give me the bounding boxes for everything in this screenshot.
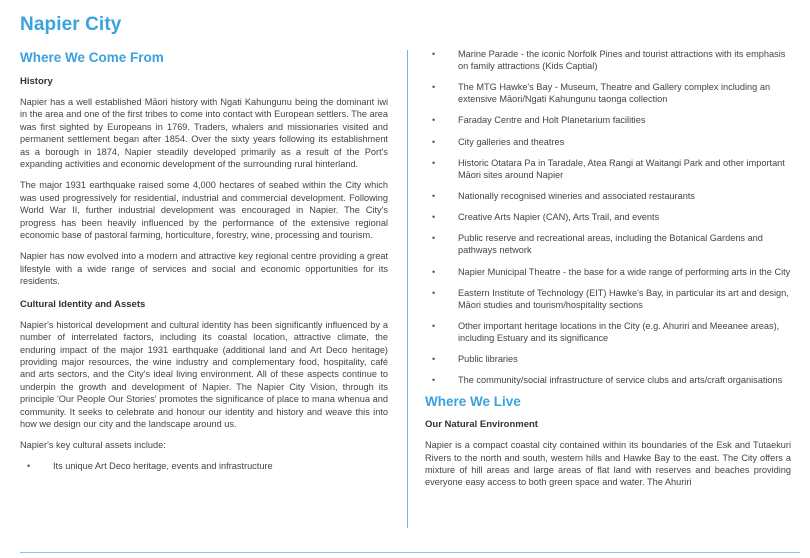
list-item-text: Marine Parade - the iconic Norfolk Pines and tourist attractions with its emphasis on family attractions (Kids Captial) xyxy=(458,49,786,71)
list-item xyxy=(20,460,388,472)
history-paragraph: Napier has a well established Māori history with Ngati Kahungunu being the dominant iwi in the area and one of the first tribes to come into contact with European settlers. The area was first sighted by Europeans in 1769. Traders, whalers and missionaries visited and permanent settlement began after 1854. Over the sixty years following its establishment as a borough in 1874, Napier steadily developed primarily as a result of the Port's expanding activities and economic development of the surrounding rural hinterland. xyxy=(20,97,388,170)
column-divider xyxy=(407,50,408,528)
right-bullet-list xyxy=(425,48,791,386)
bullet-icon: • xyxy=(432,287,436,298)
list-item-text: Public reserve and recreational areas, including the Botanical Gardens and pathways network xyxy=(458,233,763,256)
list-item xyxy=(425,190,791,202)
list-item-text: City galleries and theatres xyxy=(458,136,565,147)
list-item xyxy=(425,48,791,72)
list-item-text: Its unique Art Deco heritage, events and infrastructure xyxy=(53,460,273,471)
list-item xyxy=(425,114,791,126)
bullet-icon: • xyxy=(27,460,31,471)
subheading-history: History xyxy=(20,76,53,87)
list-item-text: Other important heritage locations in the City (e.g. Ahuriri and Meeanee areas), including Estuary and its significance xyxy=(458,320,780,343)
bullet-icon: • xyxy=(432,320,436,331)
list-item xyxy=(425,81,791,105)
list-item-text: The MTG Hawke's Bay - Museum, Theatre and Gallery complex including an extensive Māori/Ngati Kahungunu taonga collection xyxy=(458,82,771,105)
list-item xyxy=(425,211,791,223)
left-bullet-list xyxy=(20,460,388,472)
subheading-natural-environment: Our Natural Environment xyxy=(425,419,538,431)
footer-rule xyxy=(20,552,800,553)
list-item-text: Creative Arts Napier (CAN), Arts Trail, and events xyxy=(458,212,660,223)
list-item xyxy=(425,157,791,181)
bullet-icon: • xyxy=(432,375,436,386)
culture-paragraph: Napier's historical development and cultural identity has been significantly influenced by a number of interrelated factors, including its coastal location, attractive climate, the enduring impact of the major 1931 earthquake (additional land and Art Deco heritage) providing major resources, the wine industry and complementary food, hospitality, café and arts sectors, and the City's ideal living environment. All of these aspects continue to underpin the growth and development of Napier. The Napier City Vision, through its principle 'Our People Our Stories' promotes the significance of place to mana whenua and community. It seeks to celebrate and honour our identity and history and weave this into how we design our city and the landscape around us. xyxy=(20,319,388,429)
history-paragraph: The major 1931 earthquake raised some 4,000 hectares of seabed within the City which was used progressively for residential, industrial and commercial development. Following World War II, further industrial development was encouraged in Napier. The City's progress has been heavily influenced by the performance of the extensive regional economic base of pastoral farming, horticulture, forestry, wine, processing and tourism. xyxy=(20,180,388,241)
list-item-text: Napier Municipal Theatre - the base for a wide range of performing arts in the City xyxy=(458,266,791,277)
left-column xyxy=(20,50,388,481)
bullet-icon: • xyxy=(432,190,436,201)
section-heading-where-we-live: Where We Live xyxy=(425,394,521,410)
list-item xyxy=(425,136,791,148)
list-item xyxy=(425,320,791,344)
bullet-icon: • xyxy=(432,354,436,365)
natural-environment-paragraph: Napier is a compact coastal city contained within its boundaries of the Esk and Tutaekuri Rivers to the north and south, western hills and Hawke Bay to the east. The City offers a mixture of hill areas and large areas of flat land with reserves and beaches providing everyone easy access to both green space and water. The Ahuriri xyxy=(425,440,791,488)
list-item-text: Nationally recognised wineries and associated restaurants xyxy=(458,190,695,201)
bullet-icon: • xyxy=(432,212,436,223)
list-item-text: The community/social infrastructure of service clubs and arts/craft organisations xyxy=(458,375,783,386)
page-title: Napier City xyxy=(20,14,122,35)
key-assets-intro: Napier's key cultural assets include: xyxy=(20,440,166,451)
bullet-icon: • xyxy=(432,266,436,277)
list-item-text: Public libraries xyxy=(458,354,518,365)
list-item-text: Faraday Centre and Holt Planetarium facilities xyxy=(458,115,646,126)
list-item xyxy=(425,374,791,386)
bullet-icon: • xyxy=(432,233,436,244)
list-item xyxy=(425,232,791,256)
list-item xyxy=(425,353,791,365)
list-item xyxy=(425,287,791,311)
list-item-text: Historic Otatara Pa in Taradale, Atea Rangi at Waitangi Park and other important Māori sites around Napier xyxy=(458,157,785,180)
bullet-icon: • xyxy=(432,157,436,168)
list-item-text: Eastern Institute of Technology (EIT) Hawke's Bay, in particular its art and design, Māori studies and tourism/hospitality sections xyxy=(458,287,789,310)
bullet-icon: • xyxy=(432,82,436,93)
bullet-icon: • xyxy=(432,115,436,126)
list-item xyxy=(425,266,791,278)
subheading-cultural-identity: Cultural Identity and Assets xyxy=(20,298,146,310)
bullet-icon: • xyxy=(432,49,436,59)
section-heading-where-we-come-from: Where We Come From xyxy=(20,50,164,65)
right-column xyxy=(425,48,791,498)
bullet-icon: • xyxy=(432,136,436,147)
history-paragraph: Napier has now evolved into a modern and attractive key regional centre providing a great lifestyle with a wide range of services and social and economic opportunities for its residents. xyxy=(20,251,388,287)
